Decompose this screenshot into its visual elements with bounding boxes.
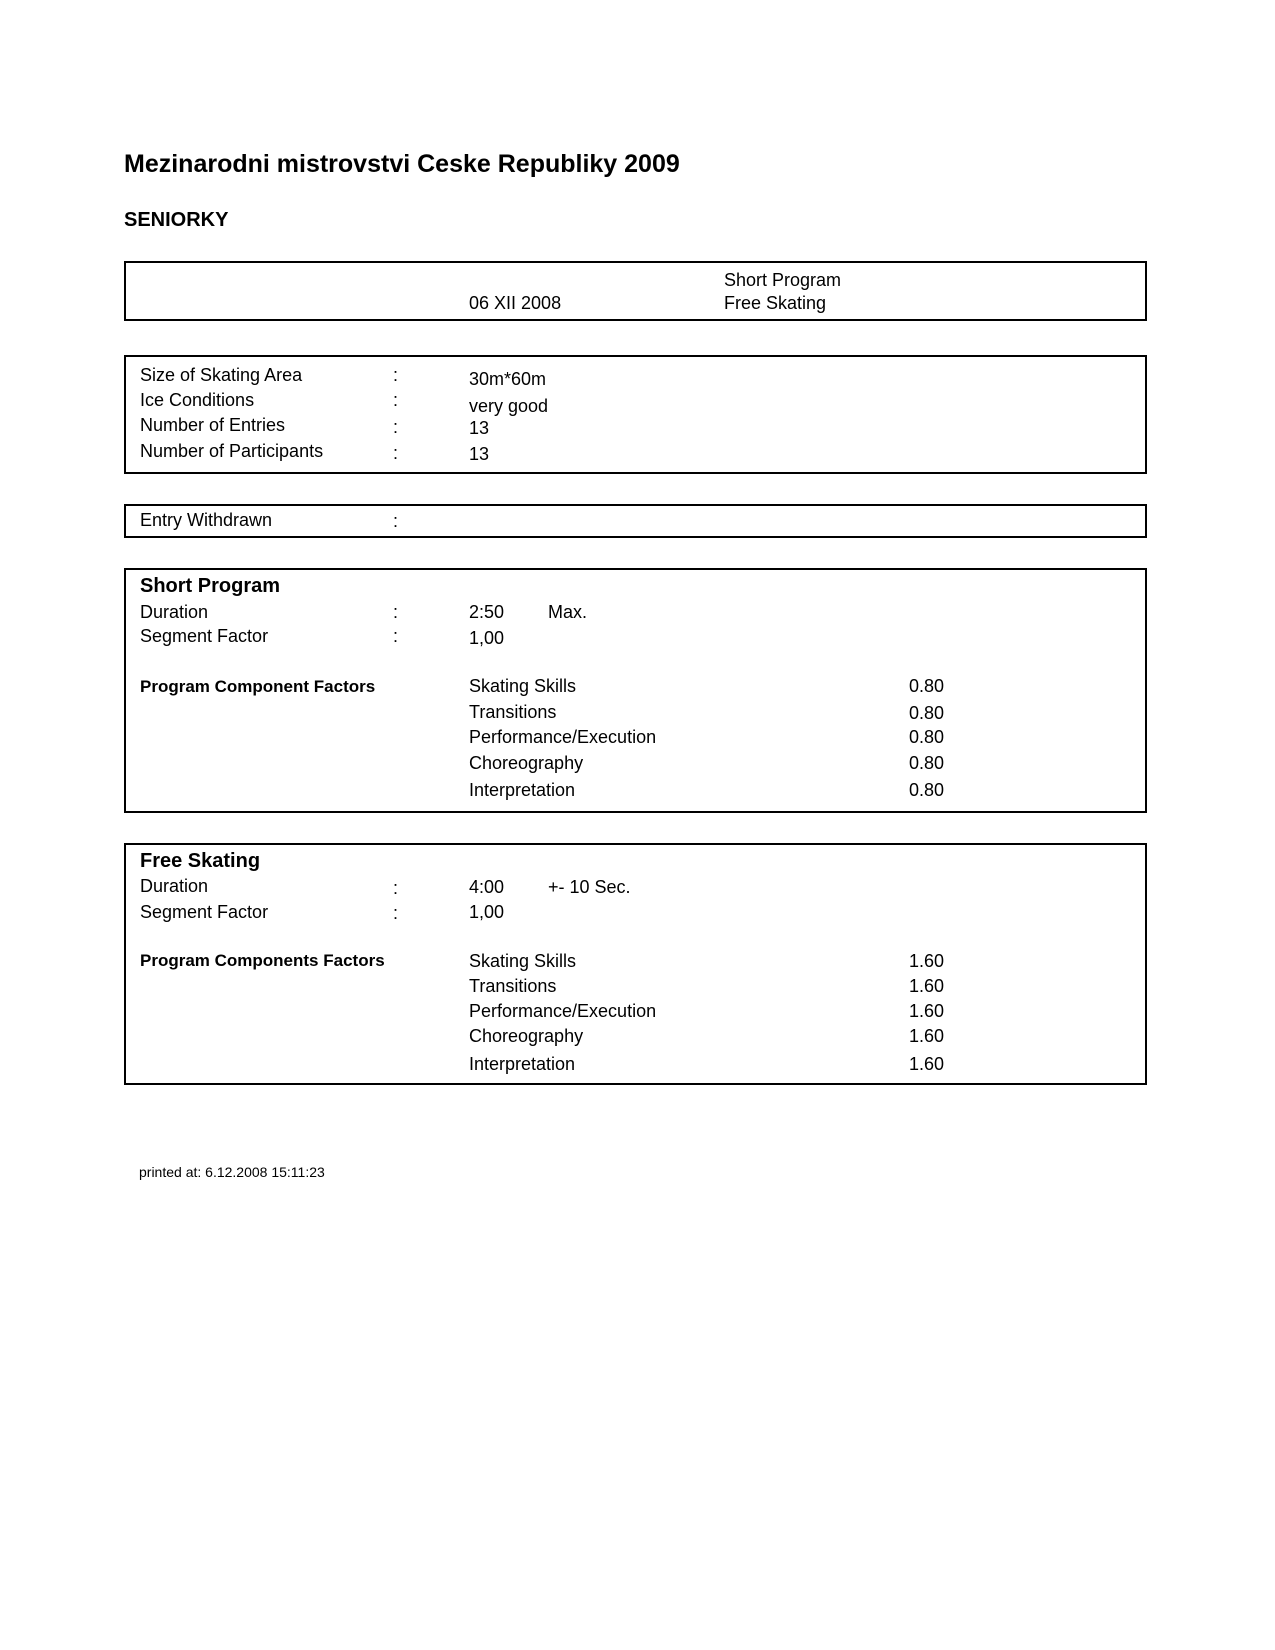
component-factor: 0.80 (909, 727, 945, 747)
info-value: very good (469, 396, 549, 416)
component-factor: 0.80 (909, 703, 945, 723)
withdrawn-label: Entry Withdrawn (140, 510, 273, 530)
info-value: 30m*60m (469, 369, 547, 389)
segment-factor-sep: : (393, 903, 399, 923)
printed-timestamp: printed at: 6.12.2008 15:11:23 (139, 1164, 325, 1180)
info-label: Number of Entries (140, 415, 286, 435)
schedule-date: 06 XII 2008 (469, 293, 562, 313)
duration-label: Duration (140, 602, 209, 622)
segment-factor-sep: : (393, 626, 399, 646)
component-factor: 0.80 (909, 753, 945, 773)
duration-sep: : (393, 878, 399, 898)
segment-factor-label: Segment Factor (140, 902, 269, 922)
short-program-heading: Short Program (140, 575, 281, 597)
info-value: 13 (469, 418, 490, 438)
info-label: Ice Conditions (140, 390, 255, 410)
component-name: Performance/Execution (469, 1001, 657, 1021)
duration-value: 2:50 (469, 602, 505, 622)
info-value: 13 (469, 444, 490, 464)
schedule-segment-free: Free Skating (724, 293, 827, 313)
component-name: Transitions (469, 976, 557, 996)
component-name: Interpretation (469, 1054, 576, 1074)
component-name: Choreography (469, 1026, 584, 1046)
component-factor: 1.60 (909, 1026, 945, 1046)
duration-note: +- 10 Sec. (548, 877, 631, 897)
component-name: Choreography (469, 753, 584, 773)
info-label: Number of Participants (140, 441, 324, 461)
withdrawn-sep: : (393, 511, 399, 531)
info-sep: : (393, 365, 399, 385)
component-name: Transitions (469, 702, 557, 722)
duration-note: Max. (548, 602, 588, 622)
schedule-box (124, 261, 1147, 321)
component-name: Skating Skills (469, 951, 577, 971)
duration-sep: : (393, 602, 399, 622)
short-program-box (124, 568, 1147, 813)
component-factor: 0.80 (909, 676, 945, 696)
component-factor: 0.80 (909, 780, 945, 800)
info-sep: : (393, 390, 399, 410)
free-skating-box (124, 843, 1147, 1085)
duration-value: 4:00 (469, 877, 505, 897)
info-box (124, 355, 1147, 474)
info-sep: : (393, 443, 399, 463)
component-factor: 1.60 (909, 976, 945, 996)
component-factor: 1.60 (909, 1001, 945, 1021)
category-title: SENIORKY (124, 209, 229, 231)
info-sep: : (393, 417, 399, 437)
segment-factor-value: 1,00 (469, 628, 505, 648)
component-factor: 1.60 (909, 1054, 945, 1074)
info-label: Size of Skating Area (140, 365, 303, 385)
components-heading: Program Component Factors (140, 677, 376, 696)
components-heading: Program Components Factors (140, 951, 385, 970)
schedule-segment-short: Short Program (724, 270, 842, 290)
duration-label: Duration (140, 876, 209, 896)
free-skating-heading: Free Skating (140, 850, 261, 872)
component-name: Interpretation (469, 780, 576, 800)
withdrawn-box (124, 504, 1147, 538)
component-factor: 1.60 (909, 951, 945, 971)
segment-factor-value: 1,00 (469, 902, 505, 922)
component-name: Performance/Execution (469, 727, 657, 747)
page-title: Mezinarodni mistrovstvi Ceske Republiky 2009 (124, 150, 680, 178)
component-name: Skating Skills (469, 676, 577, 696)
segment-factor-label: Segment Factor (140, 626, 269, 646)
